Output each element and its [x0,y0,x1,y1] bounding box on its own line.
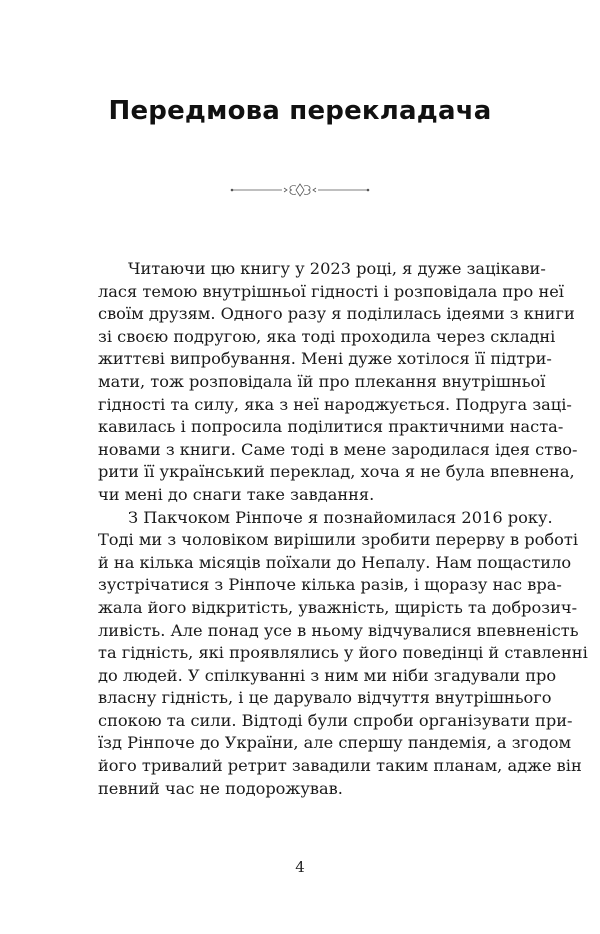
body-text [98,258,588,800]
text-line: життєві випробування. Мені дуже хотілося її підтри- [98,349,552,369]
text-line: новами з книги. Саме тоді в мене зародилася ідея ство- [98,439,578,459]
text-line: й на кілька місяців поїхали до Непалу. Нам пощастило [98,552,572,572]
text-line: лася темою внутрішньої гідності і розповідала про неї [98,281,564,301]
text-line: рити її український переклад, хоча я не була впевнена, [98,462,575,482]
text-line: до людей. У спілкуванні з ним ми ніби згадували про [98,665,557,685]
text-line: власну гідність, і це дарувало відчуття внутрішнього [98,688,552,708]
ornament-divider-icon [230,180,370,200]
text-line: певний час не подорожував. [98,778,343,798]
text-line: мати, тож розповідала їй про плекання внутрішньої [98,371,546,391]
text-line: їзд Рінпоче до України, але спершу пандемія, а згодом [98,733,572,753]
text-line: та гідність, які проявлялись у його поведінці й ставленні [98,643,588,663]
text-line: З Пакчоком Рінпоче я познайомилася 2016 року. [128,507,553,527]
text-line: своїм друзям. Одного разу я поділилась ідеями з книги [98,304,575,324]
text-line: гідності та силу, яка з неї народжується. Подруга заці- [98,394,572,414]
text-line: ливість. Але понад усе в ньому відчувалися впевненість [98,620,579,640]
text-line: спокою та сили. Відтоді були спроби організувати при- [98,710,573,730]
text-line: Читаючи цю книгу у 2023 році, я дуже зацікави- [128,259,546,278]
page-title: Передмова перекладача [108,96,492,126]
text-line: зустрічатися з Рінпоче кілька разів, і щоразу нас вра- [98,575,562,595]
text-line: кавилась і попросила поділитися практичними наста- [98,417,564,437]
text-line: жала його відкритість, уважність, щирість та доброзич- [98,597,578,617]
text-line: Тоді ми з чоловіком вирішили зробити перерву в роботі [98,530,579,550]
text-line: зі своєю подругою, яка тоді проходила через складні [98,326,556,346]
page-number: 4 [295,858,305,876]
text-line: його тривалий ретрит завадили таким планам, адже він [98,756,582,776]
text-line: чи мені до снаги таке завдання. [98,484,375,504]
